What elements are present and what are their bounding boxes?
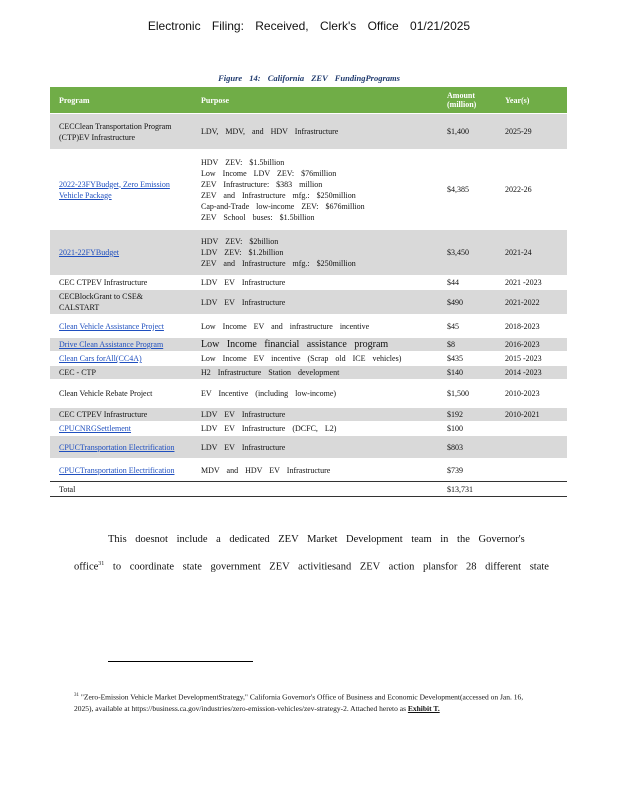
program-name: CECClean Transportation Program (CTP)EV Infrastructure <box>59 121 172 142</box>
col-amount-header: Amount (million) <box>438 87 496 114</box>
cell-years: 2014 -2023 <box>496 366 567 380</box>
cell-program <box>50 276 192 290</box>
table-row <box>50 366 567 380</box>
purpose-line: ZEV and Infrastructure mfg.: $250million <box>201 190 356 200</box>
purpose-line: LDV EV Infrastructure <box>201 278 286 287</box>
cell-purpose <box>192 408 438 422</box>
cell-amount: $140 <box>438 366 496 380</box>
cell-program <box>50 114 192 150</box>
purpose-line: LDV ZEV: $1.2billion <box>201 248 284 257</box>
body-text-office: office <box>74 561 99 573</box>
cell-amount: $739 <box>447 465 463 475</box>
purpose-line: ZEV School buses: $1.5billion <box>201 212 315 222</box>
purpose-line: MDV and HDV EV Infrastructure <box>201 465 331 475</box>
table-total-row <box>50 482 567 497</box>
footnote-number: 31 <box>74 693 79 698</box>
cell-program <box>50 230 192 276</box>
cell-amount: $1,400 <box>438 114 496 150</box>
program-name: CECBlockGrant to CSE& CALSTART <box>59 292 143 312</box>
cell-amount: $45 <box>447 321 459 331</box>
purpose-line: Low Income LDV ZEV: $76million <box>201 168 337 178</box>
cell-program <box>50 459 192 482</box>
purpose-line: LDV EV Infrastructure <box>201 442 286 452</box>
cell-purpose <box>192 338 438 352</box>
program-link[interactable]: 2021-22FYBudget <box>59 248 119 257</box>
purpose-line: EV Incentive (including low-income) <box>201 389 337 398</box>
purpose-line: Low Income EV incentive (Scrap old ICE vehicles) <box>201 354 402 363</box>
cell-years: 2016-2023 <box>496 338 567 352</box>
cell-program <box>50 422 192 436</box>
cell-years: 2021-2022 <box>496 290 567 315</box>
cell-purpose <box>192 436 438 459</box>
purpose-line: H2 Infrastructure Station development <box>201 368 340 377</box>
table-body <box>50 114 567 497</box>
table-row <box>50 230 567 276</box>
col-purpose-header: Purpose <box>192 87 438 114</box>
cell-amount: $435 <box>447 354 463 363</box>
purpose-line: LDV EV Infrastructure <box>201 297 286 307</box>
cell-amount: $803 <box>438 436 496 459</box>
cell-years: 2015 -2023 <box>505 354 542 363</box>
table-row <box>50 315 567 338</box>
cell-program <box>50 352 192 366</box>
cell-purpose <box>192 276 438 290</box>
purpose-line: Low Income EV and infrastructure incentive <box>201 321 370 331</box>
cell-purpose <box>192 352 438 366</box>
table-row <box>50 408 567 422</box>
body-paragraph-line-2 <box>74 561 554 573</box>
table-row <box>50 338 567 352</box>
purpose-line: HDV ZEV: $2billion <box>201 237 279 246</box>
funding-table <box>50 87 567 497</box>
col-program-header: Program <box>50 87 192 114</box>
purpose-line: ZEV and Infrastructure mfg.: $250million <box>201 259 356 268</box>
table-header-row <box>50 87 567 114</box>
program-link[interactable]: CPUCTransportation Electrification <box>59 442 175 452</box>
cell-amount: $192 <box>438 408 496 422</box>
cell-amount: $100 <box>447 424 463 433</box>
cell-years: 2018-2023 <box>505 321 540 331</box>
program-link[interactable]: Clean Vehicle Assistance Project <box>59 321 164 331</box>
cell-program <box>50 315 192 338</box>
filing-header: Electronic Filing: Received, Clerk's Office 01/21/2025 <box>147 19 471 33</box>
table-row <box>50 290 567 315</box>
cell-amount: $3,450 <box>438 230 496 276</box>
table-row <box>50 422 567 436</box>
cell-purpose <box>192 315 438 338</box>
total-amount: $13,731 <box>438 482 496 497</box>
cell-program <box>50 408 192 422</box>
footnote-ref[interactable]: 31 <box>98 561 105 567</box>
exhibit-link[interactable]: Exhibit T. <box>407 703 440 713</box>
total-label: Total <box>50 482 192 497</box>
footnote <box>74 690 534 714</box>
purpose-line: ZEV Infrastructure: $383 million <box>201 179 323 189</box>
program-link[interactable]: CPUCTransportation Electrification <box>59 465 175 475</box>
total-empty <box>192 482 438 497</box>
cell-years <box>496 422 567 436</box>
cell-program <box>50 380 192 408</box>
cell-purpose <box>192 366 438 380</box>
cell-amount: $8 <box>438 338 496 352</box>
cell-purpose <box>192 230 438 276</box>
program-link[interactable]: Clean Cars forAll(CC4A) <box>59 354 142 363</box>
cell-amount: $44 <box>447 278 459 287</box>
cell-years <box>496 436 567 459</box>
cell-years <box>496 459 567 482</box>
table-row <box>50 380 567 408</box>
cell-purpose <box>192 422 438 436</box>
program-link[interactable]: CPUCNRGSettlement <box>59 424 132 433</box>
cell-years: 2010-2023 <box>505 389 540 398</box>
cell-purpose <box>192 290 438 315</box>
cell-program <box>50 436 192 459</box>
cell-years: 2010-2021 <box>496 408 567 422</box>
cell-years: 2021-24 <box>496 230 567 276</box>
purpose-line: Cap-and-Trade low-income ZEV: $676million <box>201 201 365 211</box>
body-text-rest: to coordinate state government ZEV activitiesand ZEV action plansfor 28 different state <box>112 561 549 573</box>
table-row <box>50 352 567 366</box>
cell-program <box>50 150 192 230</box>
body-paragraph-line-1: This doesnot include a dedicated ZEV Market Development team in the Governor's <box>108 534 525 545</box>
cell-program <box>50 338 192 352</box>
cell-purpose <box>192 380 438 408</box>
cell-purpose <box>192 114 438 150</box>
footnote-separator <box>108 661 253 662</box>
program-link[interactable]: Drive Clean Assistance Program <box>59 340 164 349</box>
table-row <box>50 436 567 459</box>
table-row <box>50 150 567 230</box>
program-name: CEC - CTP <box>59 368 96 377</box>
cell-amount: $1,500 <box>447 389 469 398</box>
footnote-text: "Zero-Emission Vehicle Market DevelopmentStrategy," California Governor's Office of Business and Economic Development(accessed on Jan. 16, 2025), available at https://business.ca.gov/industries/zero-emission-vehicles/zev-strategy-2. Attached hereto as <box>74 692 524 713</box>
program-name: CEC CTPEV Infrastructure <box>59 410 148 419</box>
purpose-line: LDV EV Infrastructure <box>201 410 286 419</box>
table-row <box>50 459 567 482</box>
purpose-line: LDV EV Infrastructure (DCFC, L2) <box>201 424 337 433</box>
total-empty <box>496 482 567 497</box>
table-row <box>50 276 567 290</box>
cell-years: 2022-26 <box>505 185 532 194</box>
cell-purpose <box>192 150 438 230</box>
cell-program <box>50 290 192 315</box>
table-row <box>50 114 567 150</box>
cell-purpose <box>192 459 438 482</box>
program-link[interactable]: 2022-23FYBudget, Zero Emission Vehicle Package <box>59 179 170 200</box>
col-years-header: Year(s) <box>496 87 567 114</box>
cell-program <box>50 366 192 380</box>
figure-caption: Figure 14: California ZEV FundingPrograms <box>218 73 400 83</box>
cell-amount: $490 <box>438 290 496 315</box>
program-name: CEC CTPEV Infrastructure <box>59 278 148 287</box>
purpose-line: HDV ZEV: $1.5billion <box>201 157 285 167</box>
cell-amount: $4,385 <box>447 185 469 194</box>
cell-years: 2021 -2023 <box>505 278 542 287</box>
cell-years: 2025-29 <box>496 114 567 150</box>
purpose-line: LDV, MDV, and HDV Infrastructure <box>201 127 339 136</box>
purpose-line: Low Income financial assistance program <box>201 339 389 350</box>
program-name: Clean Vehicle Rebate Project <box>59 389 153 398</box>
